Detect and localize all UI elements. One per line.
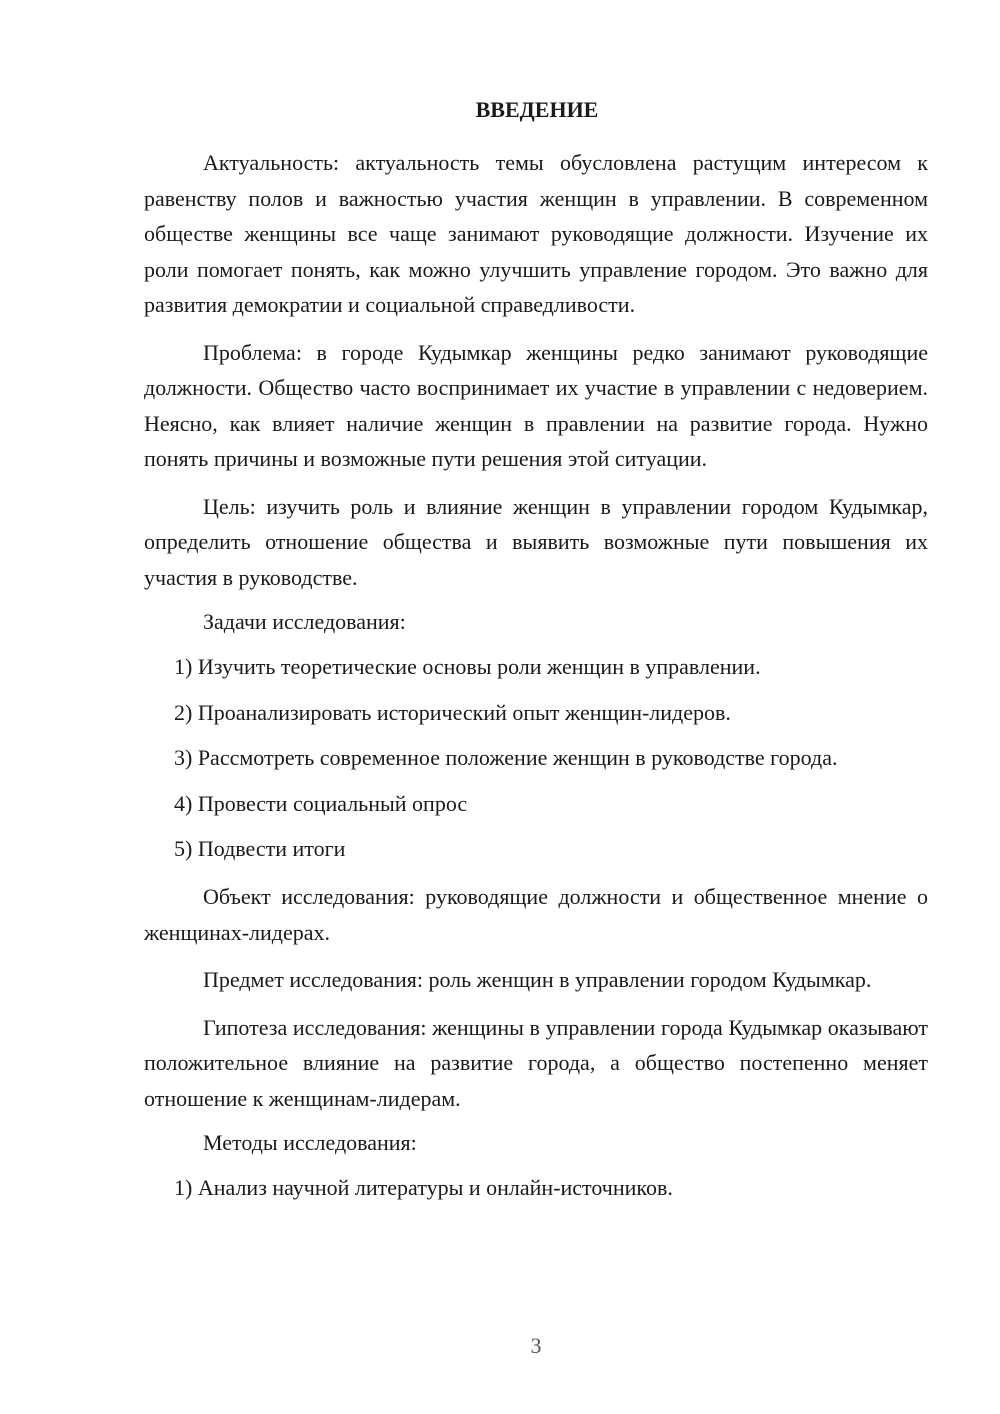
list-item: 2) Проанализировать исторический опыт женщин-лидеров. bbox=[174, 699, 731, 725]
subject-paragraph: Предмет исследования: роль женщин в управлении городом Кудымкар. bbox=[203, 967, 872, 992]
hypothesis-paragraph: Гипотеза исследования: женщины в управлении города Кудымкар оказывают положительное влияние на развитие города, а общество постепенно меняет отношение к женщинам-лидерам. bbox=[144, 1014, 928, 1111]
problem-paragraph: Проблема: в городе Кудымкар женщины редко занимают руководящие должности. Общество часто воспринимает их участие в управлении с недоверием. Неясно, как влияет наличие женщин в правлении на развитие города. Нужно понять причины и возможные пути решения этой ситуации. bbox=[144, 339, 928, 471]
section-title: ВВЕДЕНИЕ bbox=[475, 97, 599, 122]
goal-paragraph: Цель: изучить роль и влияние женщин в управлении городом Кудымкар, определить отношение общества и выявить возможные пути повышения их участия в руководстве. bbox=[144, 493, 928, 590]
document-page bbox=[144, 95, 928, 1218]
object-paragraph: Объект исследования: руководящие должности и общественное мнение о женщинах-лидерах. bbox=[144, 884, 928, 945]
relevance-paragraph: Актуальность: актуальность темы обусловлена растущим интересом к равенству полов и важностью участия женщин в управлении. В современном обществе женщины все чаще занимают руководящие должности. Изучение их роли помогает понять, как можно улучшить управление городом. Это важно для развития демократии и социальной справедливости. bbox=[144, 150, 928, 317]
page-number: 3 bbox=[530, 1333, 542, 1358]
list-item: 3) Рассмотреть современное положение женщин в руководстве города. bbox=[174, 745, 838, 770]
list-item: 4) Провести социальный опрос bbox=[174, 790, 468, 816]
methods-list bbox=[144, 1173, 928, 1203]
tasks-list bbox=[144, 652, 928, 864]
list-item: 1) Изучить теоретические основы роли женщин в управлении. bbox=[174, 654, 761, 679]
methods-heading: Методы исследования: bbox=[203, 1130, 417, 1155]
list-item: 5) Подвести итоги bbox=[174, 836, 346, 861]
tasks-heading: Задачи исследования: bbox=[203, 609, 406, 634]
list-item: 1) Анализ научной литературы и онлайн-источников. bbox=[174, 1175, 673, 1200]
